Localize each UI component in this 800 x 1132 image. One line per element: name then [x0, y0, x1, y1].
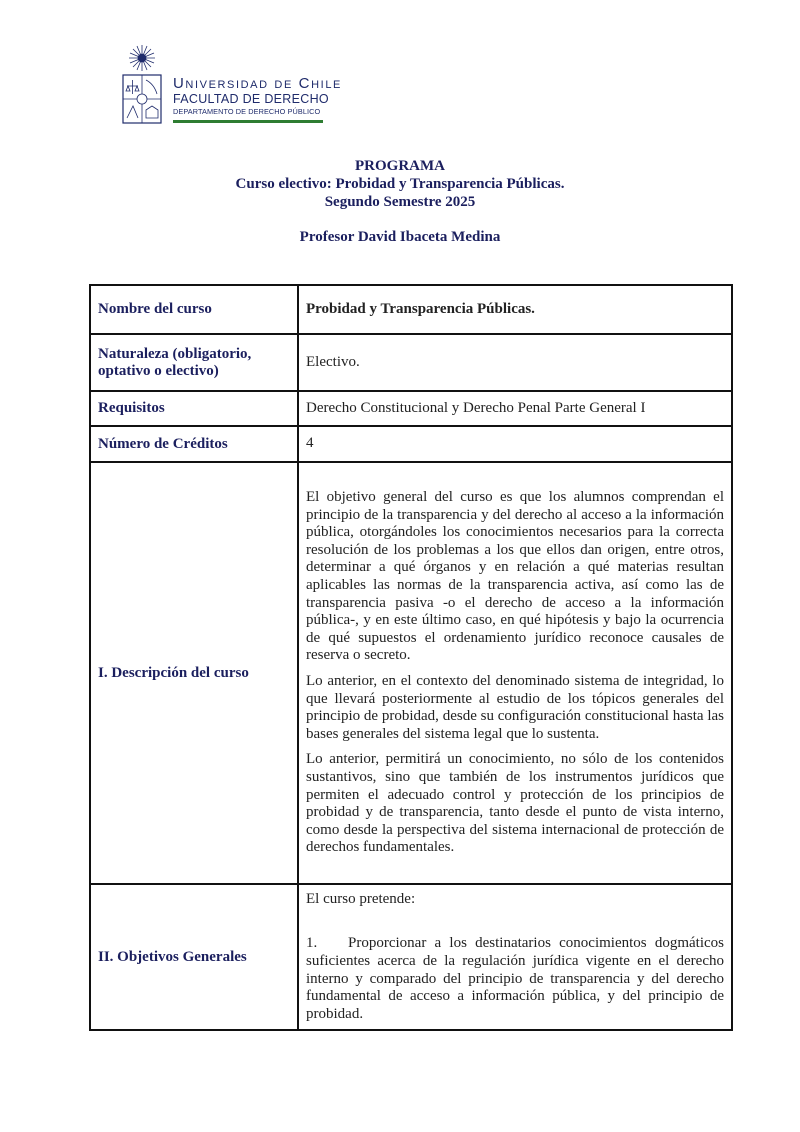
program-table [89, 284, 733, 1031]
objective-number: 1. [306, 935, 318, 952]
table-row-credits [90, 426, 732, 462]
course-title: Curso electivo: Probidad y Transparencia Públicas. [235, 176, 565, 192]
professor-name: Profesor David Ibaceta Medina [299, 229, 501, 245]
logo-underline [173, 120, 323, 123]
semester: Segundo Semestre 2025 [324, 194, 476, 210]
row-label: Requisitos [90, 391, 298, 426]
faculty-name: FACULTAD DE DERECHO [173, 92, 329, 106]
table-row-requirements [90, 391, 732, 426]
row-label: Número de Créditos [90, 426, 298, 462]
document-title: PROGRAMA [355, 158, 445, 174]
row-label: Naturaleza (obligatorio, optativo o electivo) [90, 334, 298, 391]
university-name: Universidad de Chile [173, 75, 342, 92]
objectives-intro: El curso pretende: [306, 890, 416, 907]
objective-text: Proporcionar a los destinatarios conocimientos dogmáticos suficientes acerca de la regulación jurídica vigente en el derecho interno y comparado del principio de transparencia y del derecho fundamental de acceso a información pública, y del principio de probidad. [306, 935, 724, 1022]
table-row-nature [90, 334, 732, 391]
course-name-value: Probidad y Transparencia Públicas. [298, 285, 732, 334]
description-paragraph: El objetivo general del curso es que los alumnos comprendan el principio de la transparencia y del derecho al acceso a la información pública, otorgándoles los conocimientos necesarios para la correcta resolución de los problemas a los que ellos dan origen, entre otros, determinar a qué órganos y en relación a qué materias resultan aplicables las normas de la transparencia activa, así como las de transparencia pasiva -o el derecho de acceso a la información pública-, y en este último caso, en qué hipótesis y bajo la ocurrencia de qué supuestos el ordenamiento jurídico reconoce causales de reserva o secreto. [306, 489, 724, 664]
university-logo [121, 44, 361, 128]
objective-item [306, 935, 724, 1023]
university-crest-icon [121, 44, 163, 126]
description-value [298, 462, 732, 884]
table-row-description [90, 462, 732, 884]
requirements-value: Derecho Constitucional y Derecho Penal Parte General I [298, 391, 732, 426]
nature-value: Electivo. [298, 334, 732, 391]
description-paragraph: Lo anterior, en el contexto del denominado sistema de integridad, lo que llevará posteriormente al estudio de los tópicos generales del principio de probidad, desde su configuración constitucional hasta las bases generales del sistema legal que lo sustenta. [306, 673, 724, 742]
department-name: DEPARTAMENTO DE DERECHO PÚBLICO [173, 107, 321, 116]
objectives-value [298, 884, 732, 1030]
row-label: II. Objetivos Generales [90, 884, 298, 1030]
table-row-objectives [90, 884, 732, 1030]
description-paragraph: Lo anterior, permitirá un conocimiento, no sólo de los contenidos sustantivos, sino que también de los instrumentos jurídicos que permiten el adecuado control y protección de los principios de probidad y de transparencia, tanto desde el punto de vista interno, como desde la perspectiva del sistema internacional de protección de derechos fundamentales. [306, 751, 724, 856]
credits-value: 4 [298, 426, 732, 462]
row-label: Nombre del curso [90, 285, 298, 334]
table-row-course-name [90, 285, 732, 334]
row-label: I. Descripción del curso [90, 462, 298, 884]
